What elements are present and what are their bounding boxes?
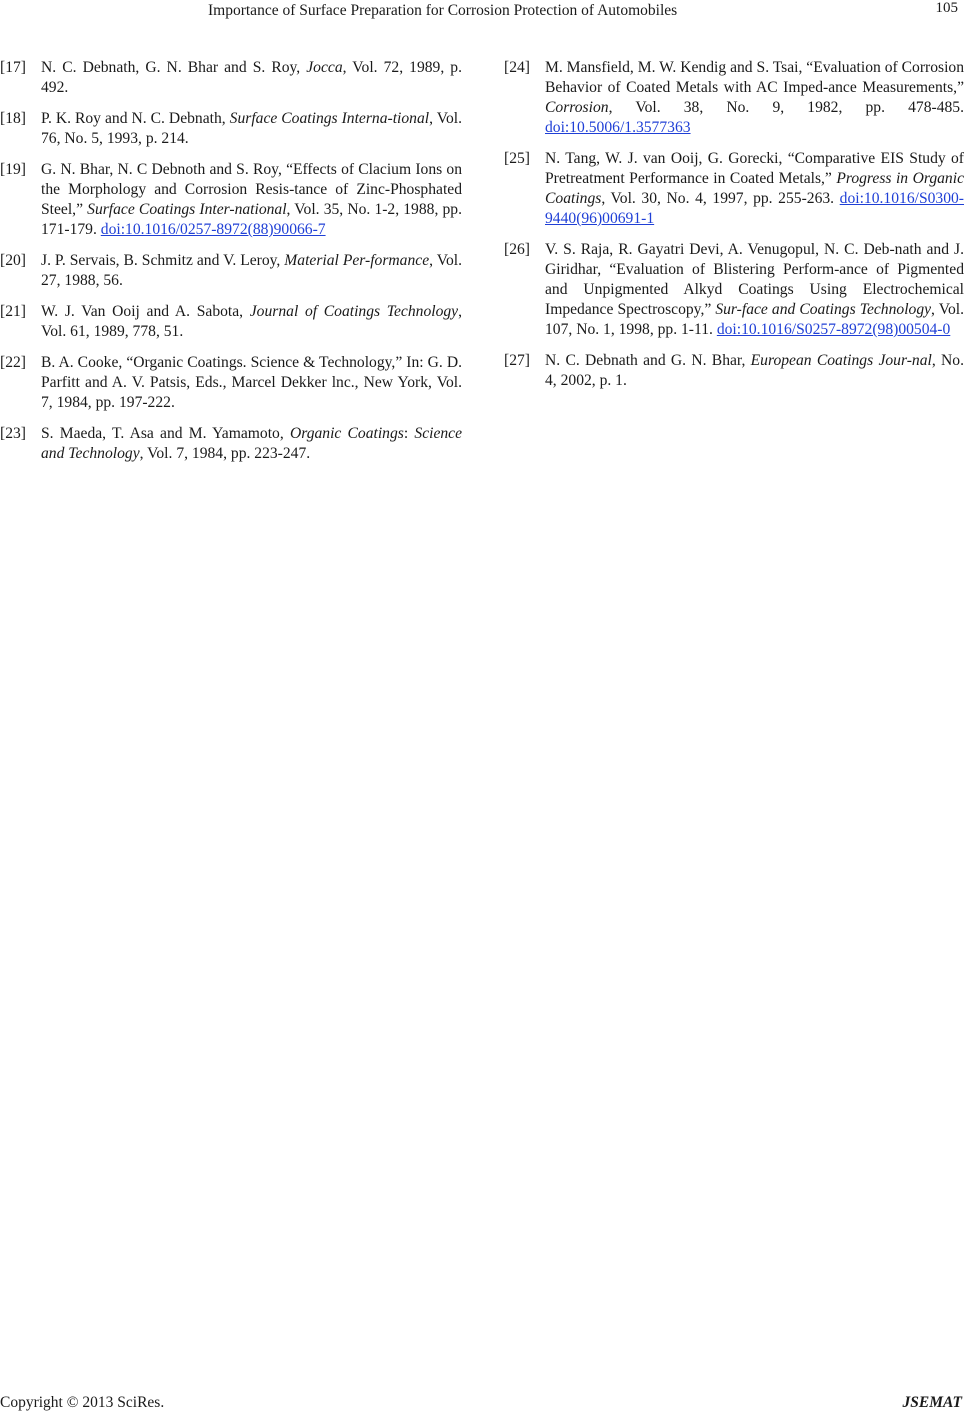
reference-text (41, 109, 462, 149)
reference-number: [21] (0, 303, 26, 320)
reference-item (504, 351, 964, 391)
reference-item (0, 302, 462, 342)
reference-number: [22] (0, 354, 26, 371)
reference-segment: , Vol. 72, 1989, p. 492. (41, 59, 463, 96)
reference-segment: , No. 4, 2002, p. 1. (545, 352, 964, 389)
reference-number: [23] (0, 425, 26, 442)
reference-segment: , Vol. 35, No. 1-2, 1988, pp. 171-179. (41, 201, 462, 238)
reference-segment: N. C. Debnath, G. N. Bhar and S. Roy, (41, 59, 307, 76)
reference-segment: P. K. Roy and N. C. Debnath, (41, 110, 230, 127)
reference-text (41, 424, 462, 464)
reference-text (41, 58, 462, 98)
running-title: Importance of Surface Preparation for Corrosion Protection of Automobiles (208, 2, 678, 19)
reference-text (41, 160, 462, 240)
reference-segment: , Vol. 30, No. 4, 1997, pp. 255-263. (601, 190, 840, 207)
reference-text (545, 351, 964, 391)
reference-segment: : (403, 425, 415, 442)
reference-item (504, 149, 964, 229)
reference-item (0, 251, 462, 291)
reference-item (0, 109, 462, 149)
doi-link[interactable]: doi:10.1016/S0257-8972(98)00504-0 (716, 321, 951, 338)
reference-number: [20] (0, 252, 26, 269)
journal-title: Surface Coatings Inter-national (87, 201, 287, 218)
reference-segment: V. S. Raja, R. Gayatri Devi, A. Venugopul, N. C. Deb-nath and J. Giridhar, “Evaluation of Blistering Perform-ance of Pigmented and Unpigmented Alkyd Coatings Using Electrochemical Impedance Spectroscopy,” (545, 241, 964, 318)
reference-segment: , Vol. 76, No. 5, 1993, p. 214. (41, 110, 462, 147)
reference-number: [24] (504, 59, 530, 76)
page-number: 105 (935, 0, 958, 16)
journal-title: Journal of Coatings Technology (249, 303, 459, 320)
reference-text (41, 353, 462, 413)
journal-abbreviation: JSEMAT (902, 1394, 962, 1411)
reference-segment: S. Maeda, T. Asa and M. Yamamoto, (41, 425, 290, 442)
reference-segment: , Vol. 61, 1989, 778, 51. (41, 303, 462, 340)
reference-item (504, 240, 964, 340)
reference-number: [19] (0, 161, 26, 178)
reference-text (545, 149, 964, 229)
references-left-column (0, 58, 462, 475)
reference-segment: N. C. Debnath and G. N. Bhar, (545, 352, 751, 369)
reference-segment: J. P. Servais, B. Schmitz and V. Leroy, (41, 252, 285, 269)
references-right-column (504, 58, 964, 402)
running-header (0, 0, 968, 24)
reference-number: [25] (504, 150, 530, 167)
journal-title: Corrosion (545, 99, 609, 116)
journal-title: Material Per-formance (284, 252, 430, 269)
reference-number: [27] (504, 352, 530, 369)
reference-segment: , Vol. 38, No. 9, 1982, pp. 478-485. (608, 99, 964, 116)
journal-title: Surface Coatings Interna-tional (229, 110, 430, 127)
journal-title: Sur-face and Coatings Technology (715, 301, 932, 318)
reference-item (0, 160, 462, 240)
reference-text (545, 58, 964, 138)
journal-title: European Coatings Jour-nal (750, 352, 932, 369)
reference-segment: W. J. Van Ooij and A. Sabota, (41, 303, 250, 320)
doi-link[interactable]: doi:10.5006/1.3577363 (545, 119, 691, 136)
reference-segment: , Vol. 7, 1984, pp. 223-247. (139, 445, 311, 462)
reference-segment: B. A. Cooke, “Organic Coatings. Science & Technology,” In: G. D. Parfitt and A. V. Patsis, Eds., Marcel Dekker lnc., New York, Vol. 7, 1984, pp. 197-222. (41, 354, 462, 411)
reference-item (0, 353, 462, 413)
reference-segment: N. Tang, W. J. van Ooij, G. Gorecki, “Comparative EIS Study of Pretreatment Performance in Coated Metals,” (545, 150, 964, 187)
reference-item (0, 58, 462, 98)
reference-text (545, 240, 964, 340)
reference-number: [26] (504, 241, 530, 258)
journal-title: Organic Coatings (289, 425, 404, 442)
journal-title: Science and Technology (41, 425, 463, 462)
page-footer (0, 1392, 968, 1414)
copyright-notice: Copyright © 2013 SciRes. (0, 1394, 165, 1411)
journal-title: Progress in Organic Coatings (545, 170, 964, 207)
reference-segment: , Vol. 107, No. 1, 1998, pp. 1-11. (545, 301, 964, 338)
reference-item (0, 424, 462, 464)
reference-item (504, 58, 964, 138)
journal-title: Jocca (306, 59, 343, 76)
reference-text (41, 251, 462, 291)
reference-text (41, 302, 462, 342)
reference-number: [17] (0, 59, 26, 76)
reference-number: [18] (0, 110, 26, 127)
reference-segment: G. N. Bhar, N. C Debnoth and S. Roy, “Effects of Clacium Ions on the Morphology and Corrosion Resis-tance of Zinc-Phosphated Steel,” (41, 161, 462, 218)
reference-segment: M. Mansfield, M. W. Kendig and S. Tsai, “Evaluation of Corrosion Behavior of Coated Metals with AC Imped-ance Measurements,” (545, 59, 964, 96)
doi-link[interactable]: doi:10.1016/S0300-9440(96)00691-1 (545, 190, 964, 227)
reference-segment: , Vol. 27, 1988, 56. (41, 252, 462, 289)
doi-link[interactable]: doi:10.1016/0257-8972(88)90066-7 (100, 221, 326, 238)
